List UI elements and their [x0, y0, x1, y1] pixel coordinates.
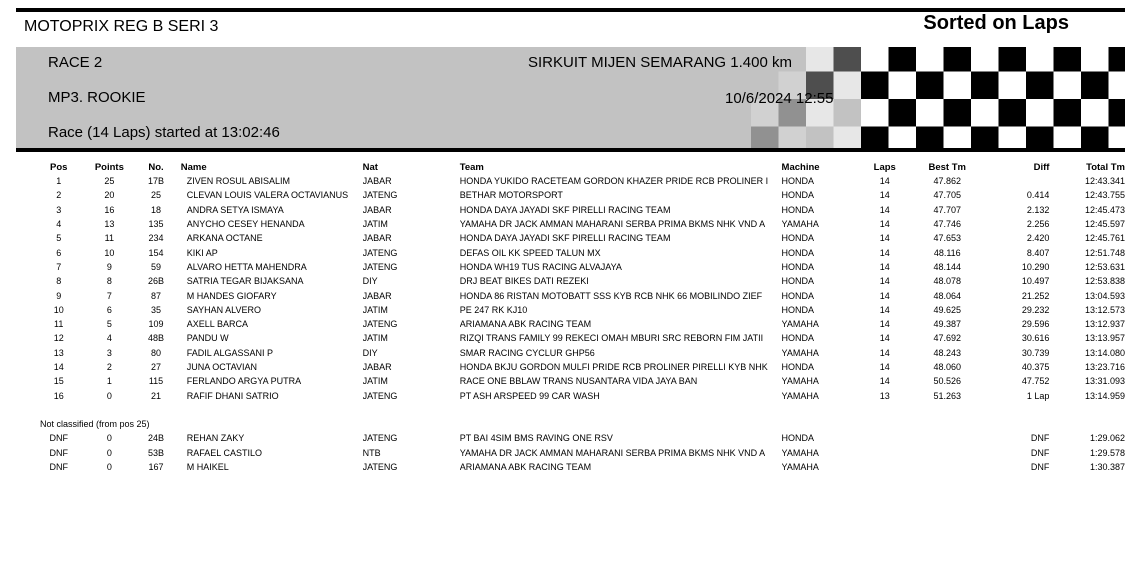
- cell-total-time: 13:31.093: [1084, 376, 1125, 387]
- race-label: RACE 2: [48, 54, 103, 71]
- cell-name: ANYCHO CESEY HENANDA: [186, 219, 305, 230]
- flag-cell: [1054, 47, 1082, 72]
- col-number: No.: [148, 161, 164, 173]
- cell-team: PE 247 RK KJ10: [459, 304, 528, 315]
- not-classified-row: [30, 446, 1125, 460]
- cell-name: FERLANDO ARGYA PUTRA: [186, 376, 302, 387]
- cell-laps: 14: [879, 247, 890, 258]
- flag-cell: [999, 72, 1027, 100]
- cell-nat: JATIM: [362, 376, 388, 387]
- not-classified-row: [30, 431, 1125, 445]
- cell-diff: 10.290: [1021, 261, 1050, 272]
- cell-diff: DNF: [1030, 433, 1050, 444]
- cell-machine: YAMAHA: [781, 319, 819, 330]
- cell-team: HONDA YUKIDO RACETEAM GORDON KHAZER PRIDE RCB PROLINER I: [459, 176, 769, 187]
- cell-laps: 14: [879, 362, 890, 372]
- cell-team: YAMAHA DR JACK AMMAN MAHARANI SERBA PRIMA BKMS NHK VND A: [459, 447, 766, 458]
- table-row: [30, 188, 1125, 202]
- cell-points: 0: [106, 462, 112, 473]
- cell-laps: 14: [879, 233, 890, 244]
- cell-total-time: 12:53.631: [1084, 261, 1125, 272]
- cell-total-time: 13:23.716: [1084, 362, 1125, 372]
- cell-total-time: 12:45.473: [1084, 204, 1125, 215]
- col-nat: Nat: [362, 161, 378, 173]
- cell-nat: JATENG: [362, 433, 398, 444]
- cell-points: 9: [106, 261, 112, 272]
- table-row: [30, 174, 1125, 188]
- cell-diff: 0.414: [1026, 190, 1050, 201]
- cell-team: PT BAI 4SIM BMS RAVING ONE RSV: [459, 433, 613, 444]
- flag-cell: [999, 127, 1027, 149]
- cell-nat: JATENG: [362, 261, 398, 272]
- table-row: [30, 317, 1125, 331]
- cell-name: JUNA OCTAVIAN: [186, 362, 257, 372]
- sort-label: Sorted on Laps: [923, 12, 1069, 34]
- table-row: [30, 288, 1125, 302]
- cell-number: 21: [151, 390, 162, 401]
- flag-cell: [1026, 72, 1054, 100]
- flag-cell: [971, 127, 999, 149]
- cell-number: 135: [148, 219, 164, 230]
- cell-name: CLEVAN LOUIS VALERA OCTAVIANUS: [186, 190, 349, 201]
- cell-best-time: 47.862: [933, 176, 962, 187]
- cell-best-time: [916, 446, 978, 460]
- cell-points: 11: [104, 233, 115, 244]
- cell-laps: 14: [879, 333, 890, 344]
- results-table: [30, 160, 1125, 474]
- cell-pos: 14: [53, 362, 64, 372]
- cell-laps: [853, 431, 916, 445]
- cell-nat: DIY: [362, 276, 378, 287]
- cell-laps: 14: [879, 190, 890, 201]
- cell-team: SMAR RACING CYCLUR GHP56: [459, 347, 595, 358]
- table-row: [30, 360, 1125, 374]
- cell-number: 53B: [148, 447, 165, 458]
- cell-machine: HONDA: [781, 304, 815, 315]
- not-classified-heading-row: [30, 417, 1125, 431]
- cell-name: ALVARO HETTA MAHENDRA: [186, 261, 307, 272]
- cell-nat: JABAR: [362, 176, 392, 187]
- cell-points: 16: [104, 204, 115, 215]
- cell-points: 4: [106, 333, 112, 344]
- flag-cell: [1054, 127, 1082, 149]
- cell-pos: DNF: [49, 433, 68, 444]
- cell-pos: 8: [56, 276, 62, 287]
- cell-number: 109: [148, 319, 164, 330]
- flag-cell: [944, 72, 972, 100]
- cell-pos: 5: [56, 233, 62, 244]
- cell-diff: [978, 174, 1049, 188]
- cell-machine: HONDA: [781, 233, 815, 244]
- cell-machine: YAMAHA: [781, 219, 819, 230]
- flag-cell: [1054, 72, 1082, 100]
- cell-total-time: 13:14.959: [1084, 390, 1125, 401]
- cell-name: KIKI AP: [186, 247, 218, 258]
- cell-diff: 29.596: [1021, 319, 1050, 330]
- cell-pos: 6: [56, 247, 62, 258]
- table-row: [30, 231, 1125, 245]
- cell-pos: 12: [53, 333, 64, 344]
- cell-diff: 2.420: [1026, 233, 1050, 244]
- table-row: [30, 388, 1125, 402]
- cell-diff: 2.256: [1026, 219, 1050, 230]
- cell-pos: 9: [56, 290, 62, 301]
- flag-cell: [1109, 99, 1125, 127]
- cell-total-time: 12:51.748: [1084, 247, 1125, 258]
- flag-cell: [751, 127, 779, 149]
- flag-cell: [861, 72, 889, 100]
- race-info-band: [16, 47, 1125, 148]
- cell-total-time: 12:43.755: [1084, 190, 1125, 201]
- cell-total-time: 12:45.597: [1084, 219, 1125, 230]
- cell-machine: HONDA: [781, 362, 815, 372]
- cell-pos: 7: [56, 261, 62, 272]
- circuit-label: SIRKUIT MIJEN SEMARANG 1.400 km: [528, 54, 792, 71]
- flag-cell: [1026, 47, 1054, 72]
- cell-points: 3: [106, 347, 112, 358]
- table-row: [30, 260, 1125, 274]
- col-name: Name: [180, 161, 207, 173]
- cell-laps: 14: [879, 376, 890, 387]
- cell-team: RIZQI TRANS FAMILY 99 REKECI OMAH MBURI SRC REBORN FIM JATII: [459, 333, 764, 344]
- cell-number: 80: [151, 347, 162, 358]
- cell-nat: JATIM: [362, 333, 388, 344]
- cell-machine: HONDA: [781, 247, 815, 258]
- cell-name: REHAN ZAKY: [186, 433, 245, 444]
- table-row: [30, 203, 1125, 217]
- race-start-label: Race (14 Laps) started at 13:02:46: [48, 124, 280, 141]
- flag-cell: [916, 127, 944, 149]
- cell-machine: HONDA: [781, 176, 815, 187]
- cell-best-time: [916, 460, 978, 474]
- flag-cell: [1109, 72, 1125, 100]
- flag-cell: [999, 47, 1027, 72]
- col-best-time: Best Tm: [928, 161, 966, 173]
- table-row: [30, 274, 1125, 288]
- cell-points: 5: [106, 319, 112, 330]
- flag-cell: [889, 99, 917, 127]
- cell-points: 8: [106, 276, 112, 287]
- col-team: Team: [459, 161, 484, 173]
- cell-machine: HONDA: [781, 190, 815, 201]
- flag-cell: [1081, 99, 1109, 127]
- cell-diff: 40.375: [1021, 362, 1050, 372]
- cell-diff: DNF: [1030, 447, 1050, 458]
- cell-total-time: 1:29.578: [1089, 447, 1125, 458]
- cell-diff: 30.616: [1021, 333, 1050, 344]
- cell-name: M HANDES GIOFARY: [186, 290, 277, 301]
- cell-best-time: 48.064: [933, 290, 962, 301]
- flag-cell: [861, 47, 889, 72]
- flag-cell: [889, 47, 917, 72]
- band-rule: [16, 148, 1125, 152]
- flag-cell: [999, 99, 1027, 127]
- cell-nat: JABAR: [362, 290, 392, 301]
- date-time-label: 10/6/2024 12:55: [725, 90, 834, 107]
- cell-nat: JATENG: [362, 190, 398, 201]
- cell-number: 154: [148, 247, 164, 258]
- not-classified-row: [30, 460, 1125, 474]
- cell-laps: 14: [879, 204, 890, 215]
- spacer-row: [30, 403, 1125, 417]
- col-pos: Pos: [50, 161, 68, 173]
- cell-team: ARIAMANA ABK RACING TEAM: [459, 462, 592, 473]
- cell-name: ZIVEN ROSUL ABISALIM: [186, 176, 290, 187]
- cell-pos: 11: [54, 319, 64, 330]
- flag-cell: [834, 72, 862, 100]
- cell-diff: DNF: [1030, 462, 1050, 473]
- table-row: [30, 217, 1125, 231]
- cell-total-time: 13:14.080: [1084, 347, 1125, 358]
- flag-cell: [861, 127, 889, 149]
- flag-cell: [779, 127, 807, 149]
- col-machine: Machine: [781, 161, 820, 173]
- flag-cell: [1054, 99, 1082, 127]
- cell-machine: HONDA: [781, 433, 815, 444]
- cell-nat: JATIM: [362, 219, 388, 230]
- cell-diff: 47.752: [1021, 376, 1050, 387]
- cell-nat: JATENG: [362, 247, 398, 258]
- cell-pos: 3: [56, 204, 62, 215]
- cell-best-time: 48.116: [933, 247, 961, 258]
- cell-nat: JATENG: [362, 390, 398, 401]
- cell-best-time: 48.144: [933, 261, 962, 272]
- col-total-time: Total Tm: [1086, 161, 1125, 173]
- cell-name: ANDRA SETYA ISMAYA: [186, 204, 284, 215]
- cell-machine: YAMAHA: [781, 462, 819, 473]
- cell-diff: 29.232: [1021, 304, 1050, 315]
- cell-best-time: 48.243: [933, 347, 962, 358]
- cell-best-time: 47.692: [933, 333, 962, 344]
- cell-laps: 14: [879, 261, 890, 272]
- cell-number: 26B: [148, 276, 165, 287]
- flag-cell: [861, 99, 889, 127]
- cell-team: HONDA 86 RISTAN MOTOBATT SSS KYB RCB NHK 66 MOBILINDO ZIEF: [459, 290, 763, 301]
- cell-laps: 14: [879, 219, 890, 230]
- cell-points: 10: [104, 247, 115, 258]
- cell-name: SATRIA TEGAR BIJAKSANA: [186, 276, 304, 287]
- table-row: [30, 245, 1125, 259]
- flag-cell: [971, 47, 999, 72]
- cell-machine: YAMAHA: [781, 447, 819, 458]
- cell-number: 115: [148, 376, 164, 387]
- cell-points: 2: [106, 362, 112, 372]
- cell-team: HONDA DAYA JAYADI SKF PIRELLI RACING TEAM: [459, 233, 671, 244]
- cell-machine: YAMAHA: [781, 376, 819, 387]
- cell-name: M HAIKEL: [186, 462, 229, 473]
- flag-cell: [1081, 72, 1109, 100]
- cell-name: PANDU W: [186, 333, 229, 344]
- cell-pos: DNF: [49, 447, 68, 458]
- cell-pos: 2: [56, 190, 62, 201]
- cell-total-time: 13:13.957: [1084, 333, 1125, 344]
- cell-points: 25: [104, 176, 115, 187]
- flag-cell: [1026, 99, 1054, 127]
- cell-laps: [853, 446, 916, 460]
- cell-laps: 14: [879, 347, 890, 358]
- flag-cell: [889, 72, 917, 100]
- cell-nat: JABAR: [362, 204, 392, 215]
- cell-nat: DIY: [362, 347, 378, 358]
- flag-cell: [944, 127, 972, 149]
- cell-team: ARIAMANA ABK RACING TEAM: [459, 319, 592, 330]
- cell-diff: 30.739: [1021, 347, 1050, 358]
- cell-laps: 14: [879, 290, 890, 301]
- cell-team: HONDA BKJU GORDON MULFI PRIDE RCB PROLINER PIRELLI KYB NHK: [459, 362, 768, 372]
- cell-laps: 14: [879, 319, 890, 330]
- cell-pos: 1: [56, 176, 62, 187]
- table-row: [30, 331, 1125, 345]
- cell-team: YAMAHA DR JACK AMMAN MAHARANI SERBA PRIMA BKMS NHK VND A: [459, 219, 766, 230]
- cell-name: FADIL ALGASSANI P: [186, 347, 273, 358]
- cell-diff: 21.252: [1021, 290, 1050, 301]
- cell-total-time: 1:29.062: [1089, 433, 1125, 444]
- flag-cell: [806, 47, 834, 72]
- cell-pos: 16: [53, 390, 64, 401]
- cell-number: 87: [151, 290, 162, 301]
- cell-number: 25: [151, 190, 162, 201]
- flag-cell: [916, 47, 944, 72]
- cell-number: 234: [148, 233, 164, 244]
- flag-cell: [1109, 47, 1125, 72]
- cell-pos: DNF: [49, 462, 68, 473]
- cell-nat: JATIM: [362, 304, 388, 315]
- cell-best-time: 47.705: [933, 190, 962, 201]
- cell-points: 0: [106, 433, 112, 444]
- cell-team: DEFAS OIL KK SPEED TALUN MX: [459, 247, 601, 258]
- flag-cell: [1026, 127, 1054, 149]
- flag-cell: [1081, 127, 1109, 149]
- cell-total-time: 13:04.593: [1084, 290, 1125, 301]
- cell-points: 1: [106, 376, 112, 387]
- flag-cell: [834, 127, 862, 149]
- cell-name: RAFIF DHANI SATRIO: [186, 390, 279, 401]
- cell-laps: 14: [879, 176, 890, 187]
- cell-points: 20: [104, 190, 115, 201]
- cell-best-time: 48.078: [933, 276, 962, 287]
- flag-cell: [834, 47, 862, 72]
- cell-points: 6: [106, 304, 112, 315]
- col-laps: Laps: [873, 161, 896, 173]
- cell-best-time: 48.060: [933, 362, 962, 372]
- cell-total-time: 13:12.573: [1084, 304, 1125, 315]
- cell-diff: 8.407: [1026, 247, 1050, 258]
- cell-team: RACE ONE BBLAW TRANS NUSANTARA VIDA JAYA BAN: [459, 376, 698, 387]
- cell-best-time: 49.387: [933, 319, 962, 330]
- cell-points: 0: [106, 390, 112, 401]
- cell-best-time: 49.625: [933, 304, 962, 315]
- cell-best-time: 50.526: [933, 376, 962, 387]
- cell-number: 18: [151, 204, 162, 215]
- cell-team: HONDA DAYA JAYADI SKF PIRELLI RACING TEAM: [459, 204, 671, 215]
- cell-nat: NTB: [362, 447, 381, 458]
- flag-cell: [916, 72, 944, 100]
- cell-nat: JABAR: [362, 233, 392, 244]
- col-diff: Diff: [1033, 161, 1050, 173]
- cell-number: 59: [151, 261, 162, 272]
- cell-laps: 13: [879, 390, 890, 401]
- flag-cell: [944, 99, 972, 127]
- cell-number: 35: [151, 304, 162, 315]
- cell-machine: HONDA: [781, 276, 815, 287]
- cell-laps: 14: [879, 276, 890, 287]
- table-header-row: [30, 160, 1125, 174]
- cell-diff: 10.497: [1021, 276, 1050, 287]
- cell-number: 48B: [148, 333, 165, 344]
- cell-total-time: 12:53.838: [1084, 276, 1125, 287]
- cell-diff: 1 Lap: [1026, 390, 1050, 401]
- cell-pos: 13: [53, 347, 64, 358]
- flag-cell: [971, 72, 999, 100]
- cell-best-time: 51.263: [933, 390, 962, 401]
- cell-pos: 15: [53, 376, 64, 387]
- flag-cell: [971, 99, 999, 127]
- cell-number: 27: [151, 362, 162, 372]
- cell-machine: YAMAHA: [781, 347, 819, 358]
- cell-name: AXELL BARCA: [186, 319, 248, 330]
- cell-best-time: 47.653: [933, 233, 962, 244]
- cell-total-time: 13:12.937: [1084, 319, 1125, 330]
- cell-points: 0: [106, 447, 112, 458]
- cell-team: BETHAR MOTORSPORT: [459, 190, 563, 201]
- cell-team: PT ASH ARSPEED 99 CAR WASH: [459, 390, 600, 401]
- cell-best-time: 47.746: [933, 219, 962, 230]
- cell-nat: JATENG: [362, 462, 398, 473]
- flag-cell: [916, 99, 944, 127]
- cell-number: 167: [148, 462, 164, 473]
- flag-cell: [889, 127, 917, 149]
- cell-machine: HONDA: [781, 204, 815, 215]
- cell-name: ARKANA OCTANE: [186, 233, 263, 244]
- cell-total-time: 1:30.387: [1089, 462, 1125, 473]
- cell-pos: 4: [56, 219, 62, 230]
- cell-machine: YAMAHA: [781, 390, 819, 401]
- cell-points: 7: [106, 290, 112, 301]
- cell-nat: JATENG: [362, 319, 398, 330]
- table-row: [30, 346, 1125, 360]
- flag-cell: [1081, 47, 1109, 72]
- class-label: MP3. ROOKIE: [48, 89, 146, 106]
- cell-laps: [853, 460, 916, 474]
- cell-pos: 10: [53, 304, 64, 315]
- flag-cell: [1109, 127, 1125, 149]
- cell-number: 17B: [148, 176, 165, 187]
- table-row: [30, 303, 1125, 317]
- cell-team: HONDA WH19 TUS RACING ALVAJAYA: [459, 261, 622, 272]
- event-title: MOTOPRIX REG B SERI 3: [24, 18, 219, 35]
- cell-total-time: 12:45.761: [1084, 233, 1125, 244]
- flag-cell: [944, 47, 972, 72]
- cell-name: SAYHAN ALVERO: [186, 304, 261, 315]
- cell-best-time: 47.707: [933, 204, 962, 215]
- cell-best-time: [916, 431, 978, 445]
- cell-total-time: 12:43.341: [1084, 176, 1125, 187]
- not-classified-label: Not classified (from pos 25): [40, 419, 150, 430]
- cell-diff: 2.132: [1026, 204, 1050, 215]
- cell-points: 13: [104, 219, 115, 230]
- col-points: Points: [94, 161, 124, 173]
- cell-number: 24B: [148, 433, 165, 444]
- cell-machine: HONDA: [781, 290, 815, 301]
- cell-machine: HONDA: [781, 333, 815, 344]
- cell-laps: 14: [879, 304, 890, 315]
- cell-nat: JABAR: [362, 362, 392, 372]
- table-row: [30, 374, 1125, 388]
- cell-machine: HONDA: [781, 261, 815, 272]
- cell-team: DRJ BEAT BIKES DATI REZEKI: [459, 276, 589, 287]
- cell-name: RAFAEL CASTILO: [186, 447, 262, 458]
